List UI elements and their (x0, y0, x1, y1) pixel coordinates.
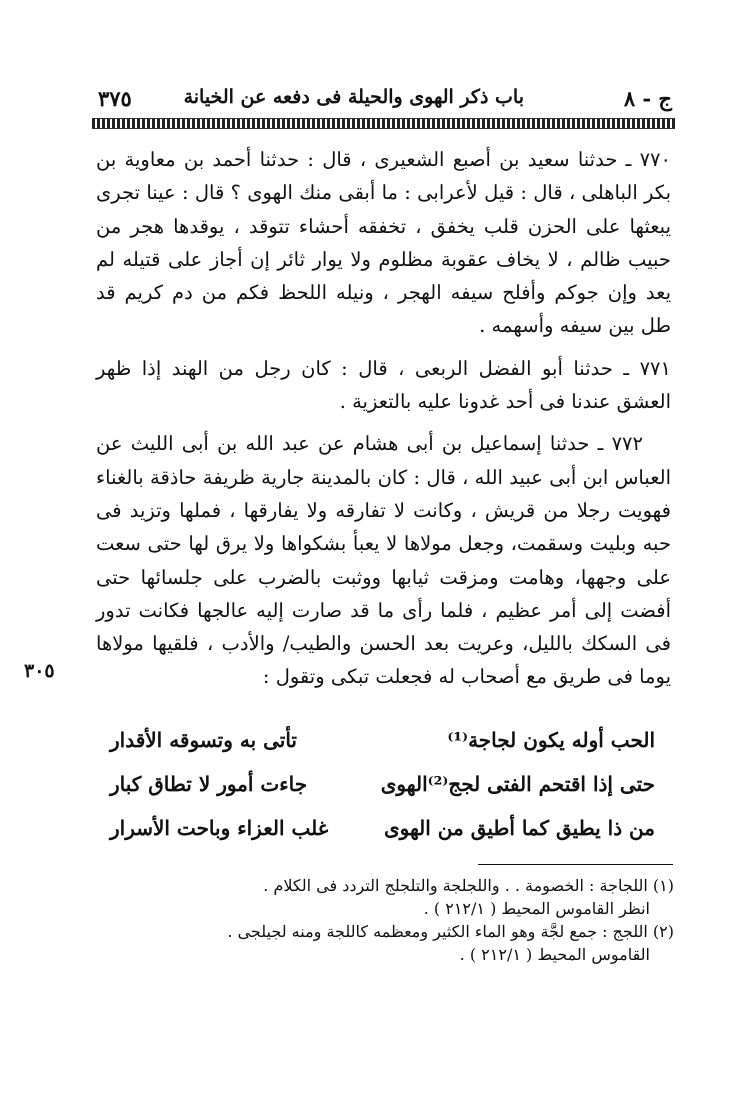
paragraph-771: ٧٧١ ـ حدثنا أبو الفضل الربعى ، قال : كان رجل من الهند إذا ظهر العشق عندنا فى أحد غدونا عليه بالتعزية . (96, 356, 671, 414)
footnotes (180, 874, 674, 966)
verse-line (110, 728, 655, 762)
footnote-1: (١) اللجاجة : الخصومة . . واللجلجة والتلجلج التردد فى الكلام . (263, 876, 674, 895)
footnote-2-reference: القاموس المحيط ( ٢١٢/١ ) . (459, 945, 650, 964)
footnote-separator (478, 864, 673, 865)
paragraph-772: ٧٧٢ ـ حدثنا إسماعيل بن أبى هشام عن عبد الله بن أبى الليث عن العباس ابن أبى عبيد الله ، قال : كان بالمدينة جارية ظريفة حاذقة بالغناء فهويت رجلا من قريش ، وكانت لا تفارقه ولا يفارقها ، فملها وتزيد فى حبه وبليت وسقمت، وجعل مولاها لا يعبأ بشكواها ولا يرق لها حتى سعت على وجهها، وهامت ومزقت ثيابها ووثبت بالضرب على جلسائها حتى أفضت إلى أمر عظيم ، فلما رأى ما قد صارت إليه عالجها فكانت تدور فى السكك بالليل، وعريت بعد الحسن والطيب/ والأدب ، فلقيها مولاها يوما فى طريق مع أصحاب له فجعلت تبكى وتقول : (96, 432, 671, 689)
footnote-2: (٢) اللجج : جمع لجَّة وهو الماء الكثير ومعظمه كاللجة ومنه لجيلجى . (227, 922, 674, 941)
verse-first-hemistich: من ذا يطيق كما أطيق من الهوى (383, 816, 655, 840)
verse-first-hemistich: الحب أوله يكون لجاجة⁽¹⁾ (447, 728, 655, 752)
margin-page-reference: ٣٠٥ (24, 660, 55, 682)
verse-second-hemistich: جاءت أمور لا تطاق كبار (110, 772, 308, 796)
decorative-header-rule (92, 118, 675, 129)
paragraph-770: ٧٧٠ ـ حدثنا سعيد بن أصبع الشعيرى ، قال : حدثنا أحمد بن معاوية بن بكر الباهلى ، قال : قيل لأعرابى : ما أبقى منك الهوى ؟ قال : عينا تجرى يبعثها على الحزن قلب يخفق ، تخفقه أحشاء تتوقد ، يوقدها هجر من حبيب ظالم ، لا يخاف عقوبة مظلوم ولا يوار ثائر إن أجاز على قتيله لم يعد وإن جوكم وأفلح سيفه الهجر ، ونيله اللحظ فكم من دم كريم قد طل بين سيفه وأسهمه . (96, 148, 671, 338)
page-number: ٣٧٥ (98, 86, 132, 111)
verse-second-hemistich: تأتى به وتسوقه الأقدار (110, 728, 297, 752)
chapter-title: باب ذكر الهوى والحيلة فى دفعه عن الخيانة (183, 86, 524, 108)
body-text (96, 143, 671, 703)
verse-line (110, 816, 655, 850)
verse-first-hemistich: حتى إذا اقتحم الفتى لجج⁽²⁾الهوى (380, 772, 655, 796)
running-header (92, 86, 672, 120)
verse-second-hemistich: غلب العزاء وباحت الأسرار (110, 816, 329, 840)
verse-line (110, 772, 655, 806)
volume-label: ج - ٨ (623, 86, 672, 111)
footnote-1-reference: انظر القاموس المحيط ( ٢١٢/١ ) . (423, 899, 650, 918)
